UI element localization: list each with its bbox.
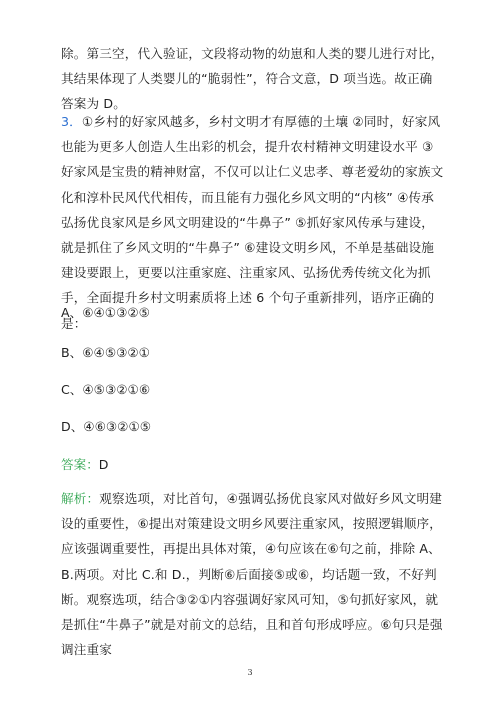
answer-label: 答案：	[61, 457, 99, 472]
question-text: ①乡村的好家风越多，乡村文明才有厚德的土壤 ②同时，好家风也能为更多人创造人生出彩的机会，提升农村精神文明建设水平 ③好家风是宝贵的精神财富，不仅可以让仁义忠孝、尊老爱幼的家族文化和淳朴民风代代相传，而且能有力强化乡风文明的“内核” ④传承弘扬优良家风是乡风文明建设的“牛鼻子” ⑤抓好家风传承与建设，就是抓住了乡风文明的“牛鼻子” ⑥建设文明乡风，不单是基础设施建设要跟上，更要以注重家庭、注重家风、弘扬优秀传统文化为抓手，全面提升乡村文明素质将上述 6 个句子重新排列，语序正确的是：	[61, 114, 444, 331]
option-c	[61, 380, 150, 400]
option-a	[61, 303, 150, 323]
option-b	[61, 343, 150, 363]
option-text: ⑥④①③②⑤	[82, 305, 150, 320]
option-text: ④⑤③②①⑥	[82, 382, 151, 397]
answer-line	[61, 455, 108, 475]
option-letter: A、	[61, 305, 83, 320]
answer-value: D	[98, 457, 109, 472]
analysis-text: 观察选项，对比首句，④强调弘扬优良家风对做好乡风文明建设的重要性，⑥提出对策建设文明乡风要注重家风，按照逻辑顺序，应该强调重要性，再提出具体对策，④句应该在⑥句之前，排除 A、B.两项。对比 C.和 D.，判断⑥后面接⑤或⑥，均话题一致，不好判断。观察选项，结合③②①内容强调好家风可知，⑤句抓好家风，就是抓住“牛鼻子”就是对前文的总结，且和首句形成呼应。⑥句只是强调注重家	[61, 491, 443, 658]
intro-paragraph	[61, 41, 445, 117]
option-letter: C、	[61, 382, 83, 397]
option-text: ⑥④⑤③②①	[82, 345, 150, 360]
option-letter: D、	[61, 419, 84, 434]
page-number: 3	[247, 668, 253, 677]
option-d	[61, 417, 151, 437]
analysis-paragraph	[61, 486, 445, 662]
intro-text: 除。第三空，代入验证，文段将动物的幼崽和人类的婴儿进行对比，其结果体现了人类婴儿的“脆弱性”，符合文意，D 项当选。故正确答案为 D。	[61, 46, 444, 112]
option-letter: B、	[61, 345, 83, 360]
question-paragraph	[61, 109, 445, 336]
analysis-label: 解析：	[61, 491, 100, 506]
question-number: 3．	[61, 114, 82, 129]
option-text: ④⑥③②①⑤	[83, 419, 152, 434]
